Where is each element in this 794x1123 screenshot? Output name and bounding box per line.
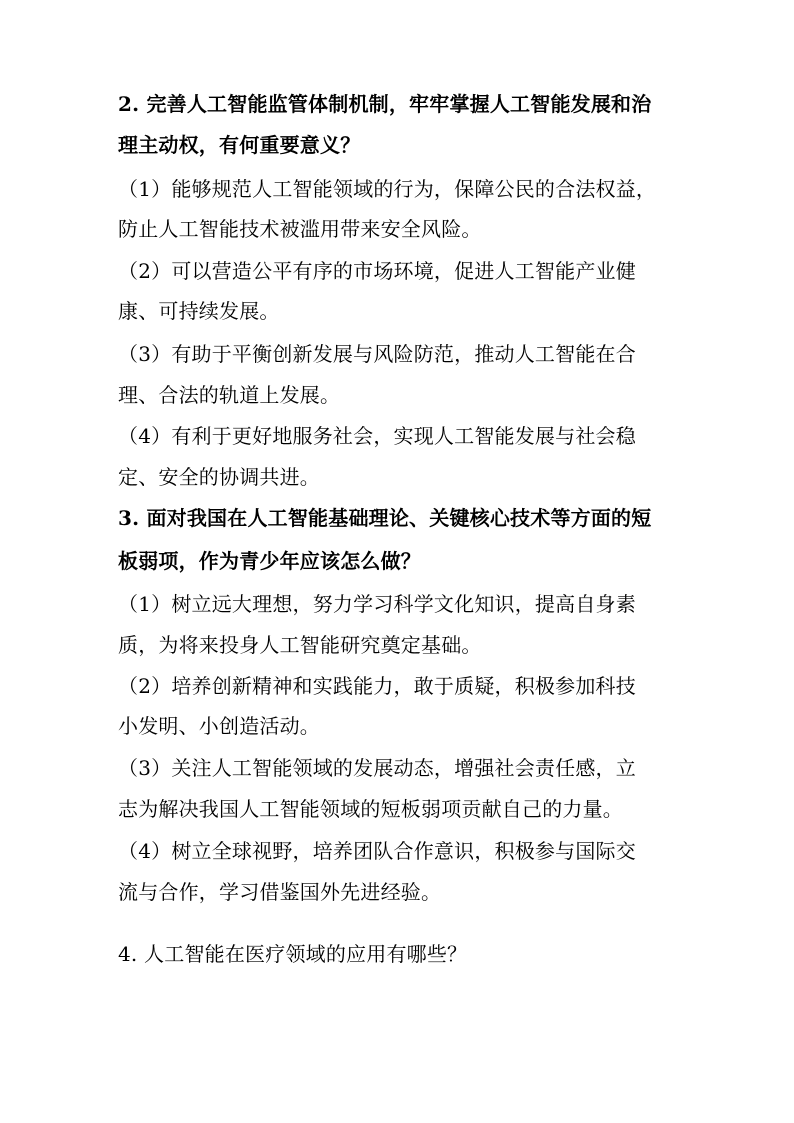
question-2-answer-line: 定、安全的协调共进。 xyxy=(118,465,320,489)
question-3-heading-line-2: 板弱项，作为青少年应该怎么做？ xyxy=(118,549,421,573)
question-4-heading: 4. 人工智能在医疗领域的应用有哪些？ xyxy=(118,942,468,966)
question-3-answer-line: 质，为将来投身人工智能研究奠定基础。 xyxy=(118,633,482,657)
question-2-answer-line: （4）有利于更好地服务社会，实现人工智能发展与社会稳 xyxy=(118,424,636,448)
question-2-answer-line: （3）有助于平衡创新发展与风险防范，推动人工智能在合 xyxy=(118,342,636,366)
question-2-answer-line: 康、可持续发展。 xyxy=(118,299,280,323)
question-2-answer-line: 防止人工智能技术被滥用带来安全风险。 xyxy=(118,217,482,241)
question-3-answer-line: （3）关注人工智能领域的发展动态，增强社会责任感，立 xyxy=(118,756,636,780)
question-2-answer-line: （1）能够规范人工智能领域的行为，保障公民的合法权益， xyxy=(118,177,657,201)
question-3-heading-line-1: 3. 面对我国在人工智能基础理论、关键核心技术等方面的短 xyxy=(118,506,652,530)
question-3-answer-line: 流与合作，学习借鉴国外先进经验。 xyxy=(118,880,442,904)
question-3-answer-line: （4）树立全球视野，培养团队合作意识，积极参与国际交 xyxy=(118,839,636,863)
question-2-answer-line: 理、合法的轨道上发展。 xyxy=(118,383,341,407)
question-2-answer-line: （2）可以营造公平有序的市场环境，促进人工智能产业健 xyxy=(118,259,636,283)
question-3-answer-line: （2）培养创新精神和实践能力，敢于质疑，积极参加科技 xyxy=(118,674,636,698)
question-2-heading-line-1: 2. 完善人工智能监管体制机制，牢牢掌握人工智能发展和治 xyxy=(118,92,652,116)
question-3-answer-line: 小发明、小创造活动。 xyxy=(118,714,320,738)
question-3-answer-line: （1）树立远大理想，努力学习科学文化知识，提高自身素 xyxy=(118,592,636,616)
question-3-answer-line: 志为解决我国人工智能领域的短板弱项贡献自己的力量。 xyxy=(118,797,623,821)
question-2-heading-line-2: 理主动权，有何重要意义？ xyxy=(118,133,361,157)
